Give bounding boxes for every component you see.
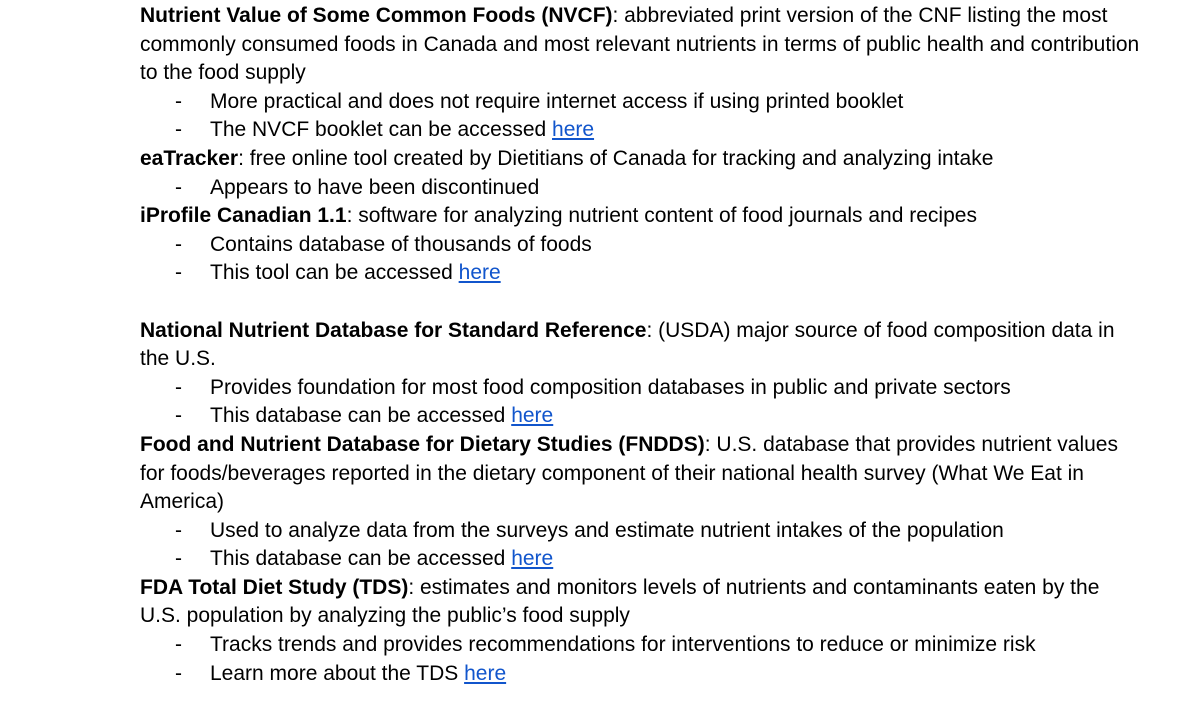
bullet-text: This database can be accessed — [210, 404, 512, 428]
list-item — [140, 631, 1140, 660]
bullet-list — [140, 174, 1140, 203]
bullet-list — [140, 631, 1140, 688]
entry-description: : software for analyzing nutrient content of food journals and recipes — [346, 204, 977, 228]
entry-title: Nutrient Value of Some Common Foods (NVCF) — [140, 4, 613, 27]
entry-description: : U.S. database that provides nutrient values for foods/beverages reported in the dietary component of their national health survey (What We Eat in America) — [140, 432, 1118, 514]
entry-description: : estimates and monitors levels of nutrients and contaminants eaten by the U.S. population by analyzing the public’s food supply — [140, 575, 1100, 628]
list-item — [140, 174, 1140, 203]
list-item — [140, 402, 1140, 431]
bullet-dash: - — [175, 518, 182, 542]
bullet-text: This database can be accessed — [210, 547, 512, 571]
bullet-text: The NVCF booklet can be accessed — [210, 118, 553, 142]
entry-description: : (USDA) major source of food composition data in the U.S. — [140, 318, 1115, 371]
list-item — [140, 517, 1140, 546]
bullet-text: Appears to have been discontinued — [210, 175, 540, 199]
bullet-dash: - — [175, 175, 182, 199]
entry-title: eaTracker — [140, 146, 239, 170]
bullet-list — [140, 517, 1140, 574]
bullet-dash: - — [175, 118, 182, 142]
bullet-dash: - — [175, 261, 182, 285]
bullet-dash: - — [175, 547, 182, 571]
blank-line — [140, 288, 1140, 317]
bullet-text: Learn more about the TDS — [210, 661, 465, 685]
entry-eatracker — [140, 145, 1140, 174]
bullet-text: Provides foundation for most food composition databases in public and private sectors — [210, 375, 1011, 399]
bullet-list — [140, 88, 1140, 145]
bullet-dash: - — [175, 404, 182, 428]
list-item — [140, 259, 1140, 288]
list-item — [140, 545, 1140, 574]
nvcf-booklet-link[interactable]: here — [552, 118, 595, 142]
entry-nvcf — [140, 2, 1140, 88]
bullet-text: Used to analyze data from the surveys and estimate nutrient intakes of the population — [210, 518, 1004, 542]
bullet-text: More practical and does not require internet access if using printed booklet — [210, 89, 904, 113]
bullet-text: Contains database of thousands of foods — [210, 232, 592, 256]
entry-title: FDA Total Diet Study (TDS) — [140, 575, 409, 599]
list-item — [140, 231, 1140, 260]
entry-fda-tds — [140, 574, 1140, 631]
list-item — [140, 660, 1140, 689]
bullet-list — [140, 374, 1140, 431]
list-item — [140, 374, 1140, 403]
list-item — [140, 116, 1140, 145]
bullet-text: This tool can be accessed — [210, 261, 459, 285]
bullet-dash: - — [175, 375, 182, 399]
document-body — [140, 2, 1140, 688]
entry-description: : free online tool created by Dietitians of Canada for tracking and analyzing intake — [238, 146, 994, 170]
entry-description: : abbreviated print version of the CNF listing the most commonly consumed foods in Canada and most relevant nutrients in terms of public health and contribution to the food supply — [140, 4, 1140, 85]
entry-title: iProfile Canadian 1.1 — [140, 204, 347, 228]
fndds-link[interactable]: here — [511, 547, 554, 571]
bullet-text: Tracks trends and provides recommendations for interventions to reduce or minimize risk — [210, 633, 1036, 657]
bullet-list — [140, 231, 1140, 288]
entry-usda-nndsr — [140, 317, 1140, 374]
list-item — [140, 88, 1140, 117]
entry-title: Food and Nutrient Database for Dietary Studies (FNDDS) — [140, 432, 705, 456]
entry-iprofile — [140, 202, 1140, 231]
bullet-dash: - — [175, 232, 182, 256]
tds-link[interactable]: here — [464, 661, 507, 685]
bullet-dash: - — [175, 633, 182, 657]
bullet-dash: - — [175, 661, 182, 685]
usda-database-link[interactable]: here — [511, 404, 554, 428]
entry-title: National Nutrient Database for Standard Reference — [140, 318, 647, 342]
iprofile-link[interactable]: here — [458, 261, 501, 285]
entry-fndds — [140, 431, 1140, 517]
bullet-dash: - — [175, 89, 182, 113]
